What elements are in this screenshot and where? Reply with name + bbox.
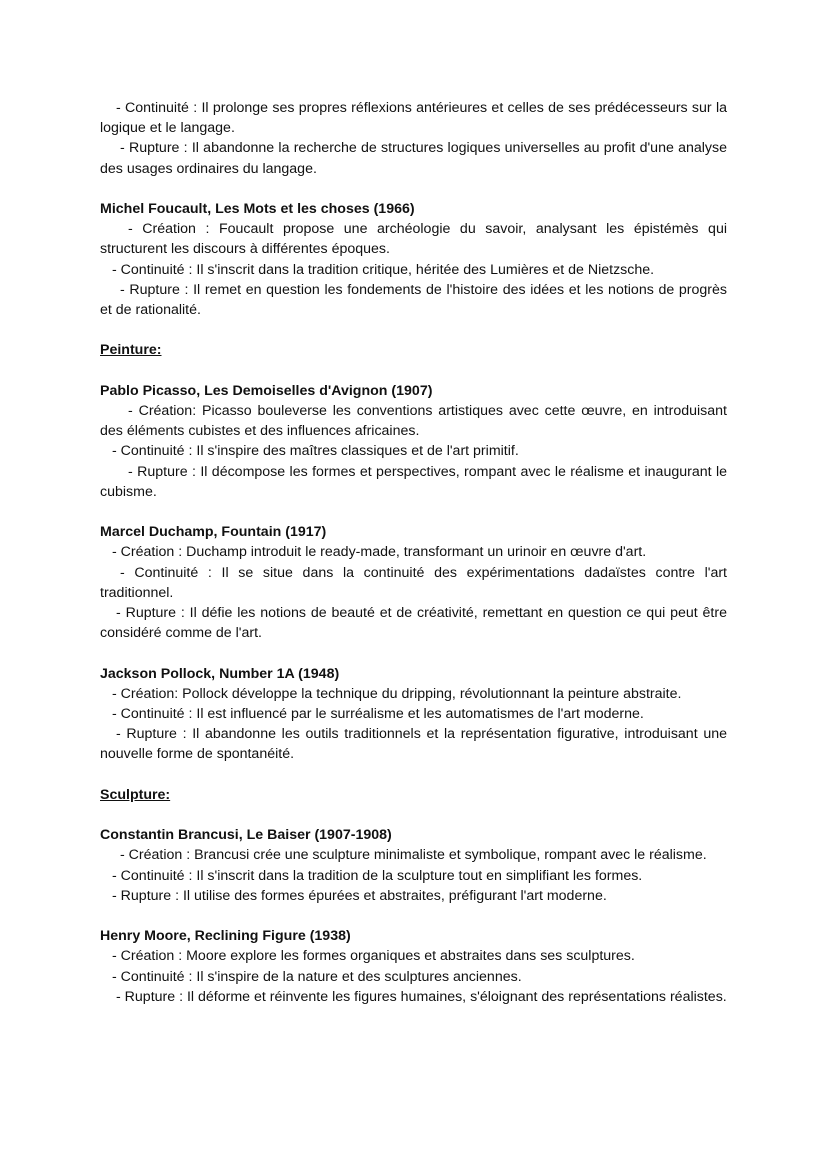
picasso-rupture: - Rupture : Il décompose les formes et perspectives, rompant avec le réalisme et inaugurant le cubisme.: [100, 463, 727, 500]
document-page: [100, 98, 727, 1007]
spacer: [100, 502, 727, 522]
spacer: [100, 765, 727, 785]
moore-continuite: - Continuité : Il s'inspire de la nature et des sculptures anciennes.: [112, 968, 522, 985]
spacer: [100, 361, 727, 381]
spacer: [100, 906, 727, 926]
spacer: [100, 320, 727, 340]
spacer: [100, 179, 727, 199]
picasso-continuite: - Continuité : Il s'inspire des maîtres classiques et de l'art primitif.: [112, 443, 519, 460]
duchamp-creation: - Création : Duchamp introduit le ready-made, transformant un urinoir en œuvre d'art.: [112, 544, 647, 561]
foucault-continuite: - Continuité : Il s'inscrit dans la tradition critique, héritée des Lumières et de Nietzsche.: [112, 261, 655, 278]
pollock-creation: - Création: Pollock développe la technique du dripping, révolutionnant la peinture abstraite.: [112, 685, 682, 702]
picasso-creation: - Création: Picasso bouleverse les conventions artistiques avec cette œuvre, en introduisant des éléments cubistes et des influences africaines.: [100, 403, 727, 440]
pollock-title: Jackson Pollock, Number 1A (1948): [100, 665, 340, 682]
duchamp-title: Marcel Duchamp, Fountain (1917): [100, 524, 327, 541]
duchamp-rupture: - Rupture : Il défie les notions de beauté et de créativité, remettant en question ce qui peut être considéré comme de l'art.: [100, 605, 727, 642]
spacer: [100, 643, 727, 663]
brancusi-creation: - Création : Brancusi crée une sculpture minimaliste et symbolique, rompant avec le réalisme.: [120, 847, 707, 864]
spacer: [100, 805, 727, 825]
brancusi-continuite: - Continuité : Il s'inscrit dans la tradition de la sculpture tout en simplifiant les formes.: [112, 867, 643, 884]
foucault-creation: - Création : Foucault propose une archéologie du savoir, analysant les épistémès qui structurent les discours à différentes époques.: [100, 221, 727, 258]
moore-rupture: - Rupture : Il déforme et réinvente les figures humaines, s'éloignant des représentations réalistes.: [116, 988, 727, 1005]
section-heading-sculpture: Sculpture:: [100, 786, 171, 803]
pollock-continuite: - Continuité : Il est influencé par le surréalisme et les automatismes de l'art moderne.: [112, 706, 644, 723]
foucault-title: Michel Foucault, Les Mots et les choses (1966): [100, 201, 415, 217]
intro-continuite: - Continuité : Il prolonge ses propres réflexions antérieures et celles de ses prédécesseurs sur la logique et le langage.: [100, 100, 727, 137]
intro-rupture: - Rupture : Il abandonne la recherche de structures logiques universelles au profit d'une analyse des usages ordinaires du langage.: [100, 140, 727, 177]
duchamp-continuite: - Continuité : Il se situe dans la continuité des expérimentations dadaïstes contre l'art traditionnel.: [100, 564, 727, 601]
moore-title: Henry Moore, Reclining Figure (1938): [100, 928, 351, 945]
brancusi-title: Constantin Brancusi, Le Baiser (1907-1908): [100, 827, 392, 844]
foucault-rupture: - Rupture : Il remet en question les fondements de l'histoire des idées et les notions de progrès et de rationalité.: [100, 281, 727, 319]
section-heading-peinture: Peinture:: [100, 342, 162, 359]
moore-creation: - Création : Moore explore les formes organiques et abstraites dans ses sculptures.: [112, 948, 635, 965]
picasso-title: Pablo Picasso, Les Demoiselles d'Avignon (1907): [100, 382, 433, 399]
brancusi-rupture: - Rupture : Il utilise des formes épurées et abstraites, préfigurant l'art moderne.: [112, 887, 607, 904]
pollock-rupture: - Rupture : Il abandonne les outils traditionnels et la représentation figurative, introduisant une nouvelle forme de spontanéité.: [100, 726, 727, 763]
